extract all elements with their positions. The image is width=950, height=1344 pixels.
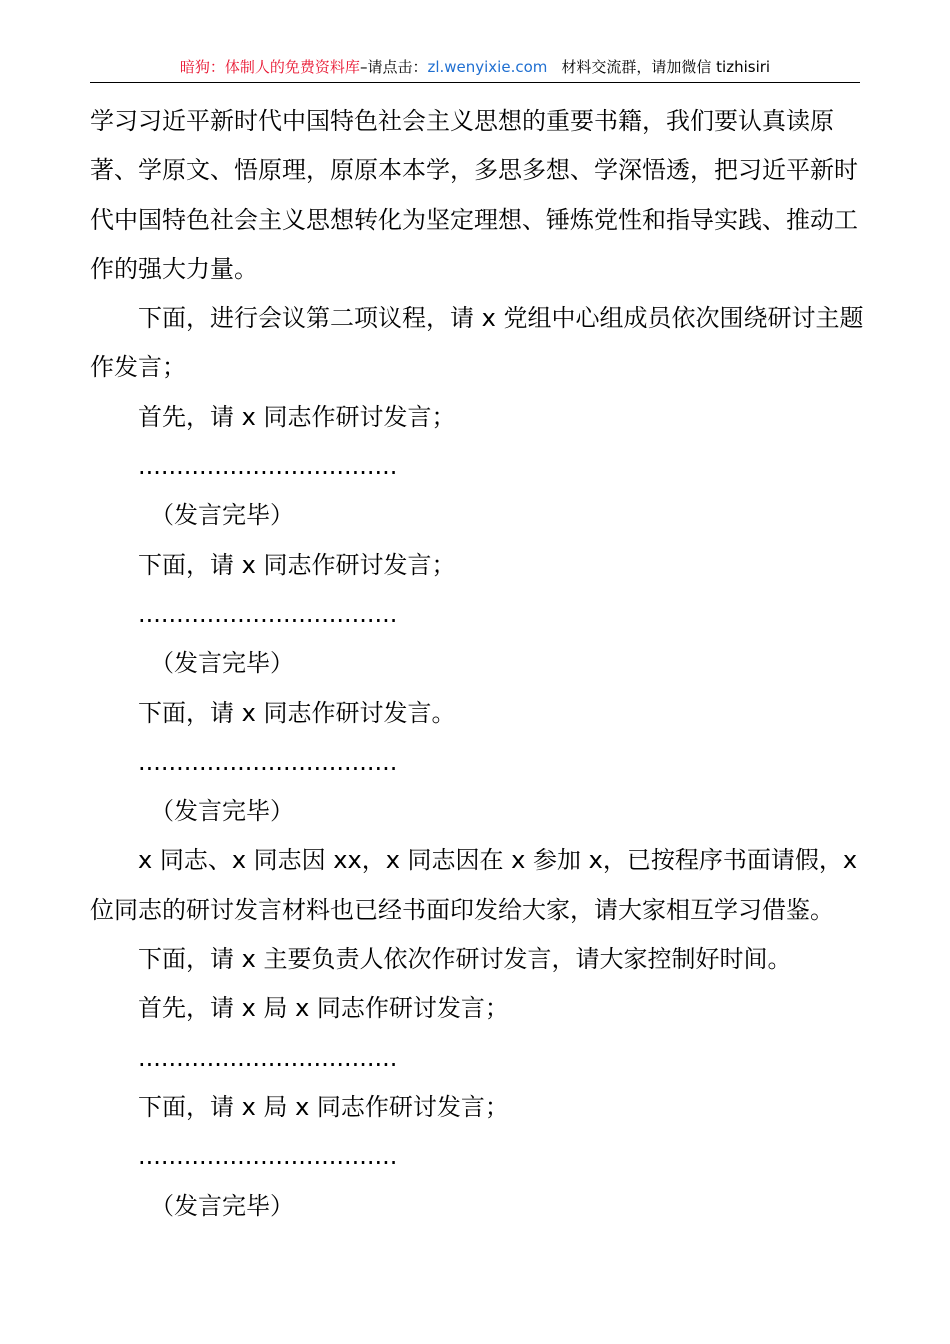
header-group-note: 材料交流群，请加微信 tizhisiri bbox=[561, 58, 771, 76]
dots-placeholder: .................................. bbox=[138, 1142, 398, 1171]
page-header bbox=[90, 56, 860, 83]
paragraph-agenda-two: 下面，进行会议第二项议程，请 x 党组中心组成员依次围绕研讨主题作发言； bbox=[90, 304, 864, 382]
paragraph-next-speaker: 下面，请 x 同志作研讨发言。 bbox=[138, 698, 456, 727]
paragraph-principals-speak: 下面，请 x 主要负责人依次作研讨发言，请大家控制好时间。 bbox=[138, 945, 792, 974]
dots-placeholder: .................................. bbox=[138, 599, 398, 628]
header-brand: 暗狗：体制人的免费资料库 bbox=[179, 58, 360, 76]
dots-placeholder: .................................. bbox=[138, 1043, 398, 1072]
dots-placeholder: .................................. bbox=[138, 747, 398, 776]
paragraph-next-speaker: 下面，请 x 同志作研讨发言； bbox=[138, 550, 456, 579]
paragraph-intro-continued: 学习习近平新时代中国特色社会主义思想的重要书籍，我们要认真读原著、学原文、悟原理，原原本本学，多思多想、学深悟透，把习近平新时代中国特色社会主义思想转化为坚定理想、锤炼党性和指导实践、推动工作的强大力量。 bbox=[90, 107, 858, 283]
header-link-prefix: –请点击： bbox=[359, 58, 428, 76]
paragraph-leave-notice: x 同志、x 同志因 xx，x 同志因在 x 参加 x，已按程序书面请假，x 位同志的研讨发言材料也已经书面印发给大家，请大家相互学习借鉴。 bbox=[90, 846, 858, 924]
paragraph-first-bureau-speaker: 首先，请 x 局 x 同志作研讨发言； bbox=[138, 994, 509, 1023]
speech-finished-note: （发言完毕） bbox=[150, 1191, 294, 1220]
speech-finished-note: （发言完毕） bbox=[150, 649, 294, 678]
paragraph-first-speaker: 首先，请 x 同志作研讨发言； bbox=[138, 402, 456, 431]
dots-placeholder: .................................. bbox=[138, 452, 398, 481]
paragraph-next-bureau-speaker: 下面，请 x 局 x 同志作研讨发言； bbox=[138, 1092, 509, 1121]
speech-finished-note: （发言完毕） bbox=[150, 501, 294, 530]
header-link[interactable]: zl.wenyixie.com bbox=[427, 58, 548, 76]
speech-finished-note: （发言完毕） bbox=[150, 797, 294, 826]
document-body bbox=[90, 97, 880, 1231]
